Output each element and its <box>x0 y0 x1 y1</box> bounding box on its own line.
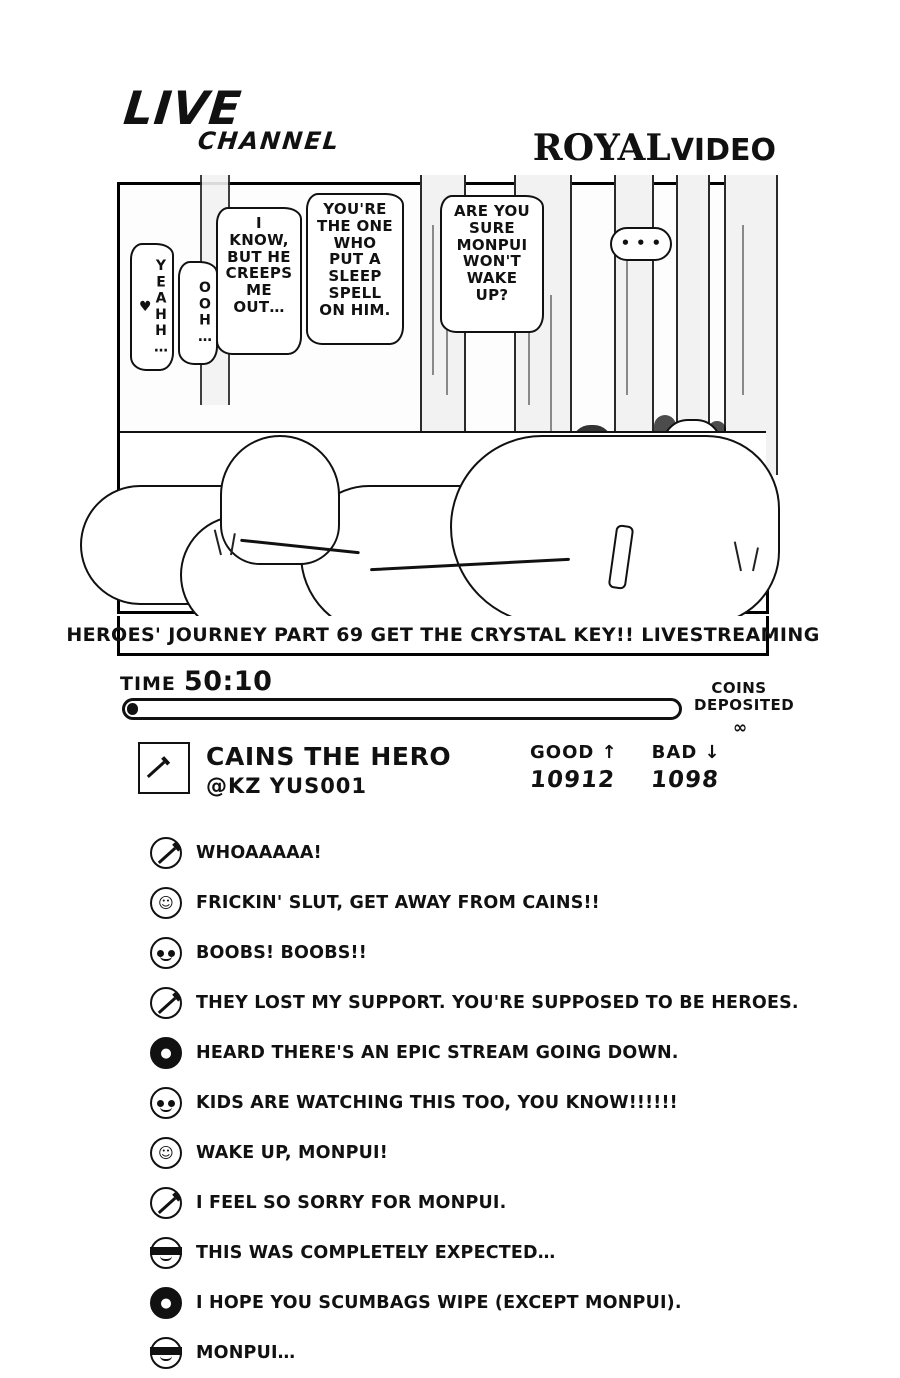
speech-balloon-yeahh <box>130 243 174 371</box>
tree-trunk <box>724 175 778 475</box>
speech-balloon-areyousure <box>440 195 544 333</box>
list-item[interactable] <box>150 1228 870 1278</box>
good-count: 10912 <box>528 767 617 793</box>
balloon-text: • • • <box>620 234 662 252</box>
balloon-text: YEAHH… ♥ <box>137 258 169 356</box>
progress-fill <box>127 703 138 715</box>
speech-balloon-sleepspell <box>306 193 404 345</box>
tree-trunk <box>614 175 654 465</box>
speech-balloon-ellipsis <box>610 227 672 261</box>
list-item[interactable] <box>150 828 870 878</box>
list-item[interactable] <box>150 1328 870 1378</box>
comment-text: THIS WAS COMPLETELY EXPECTED… <box>196 1243 556 1263</box>
bark-line <box>432 225 434 375</box>
good-label[interactable]: GOOD ↑ <box>530 742 618 763</box>
speech-balloon-ooh <box>178 261 218 365</box>
channel-avatar[interactable] <box>138 742 190 794</box>
progress-bar[interactable] <box>122 698 682 720</box>
video-player[interactable] <box>117 182 769 614</box>
video-scene <box>120 185 766 611</box>
list-item[interactable] <box>150 1278 870 1328</box>
comment-text: I FEEL SO SORRY FOR MONPUI. <box>196 1193 507 1213</box>
band-avatar-icon <box>150 1337 182 1369</box>
cat-avatar-icon: ☺ <box>150 1137 182 1169</box>
balloon-text: YOU'RE THE ONE WHO PUT A SLEEP SPELL ON HIM. <box>317 200 393 319</box>
comment-text: BOOBS! BOOBS!! <box>196 943 367 963</box>
coins-icon: ∞ <box>733 718 748 738</box>
sword-avatar-icon <box>150 987 182 1019</box>
playback-time <box>120 666 272 697</box>
hood-avatar-icon: ● <box>150 1287 182 1319</box>
list-item[interactable] <box>150 928 870 978</box>
royal-video-brand <box>533 127 776 169</box>
list-item[interactable] <box>150 1128 870 1178</box>
eyes-avatar-icon <box>150 1087 182 1119</box>
bark-line <box>626 245 628 395</box>
comment-list <box>150 828 870 1378</box>
tree-trunk <box>676 175 710 445</box>
channel-name[interactable]: CAINS THE HERO <box>206 742 452 771</box>
video-title-bar <box>66 616 820 656</box>
hood-avatar-icon: ● <box>150 1037 182 1069</box>
sword-icon <box>147 761 165 778</box>
comment-text: THEY LOST MY SUPPORT. YOU'RE SUPPOSED TO BE HEROES. <box>196 993 799 1013</box>
balloon-text: I KNOW, BUT HE CREEPS ME OUT… <box>225 214 293 316</box>
time-value: 50:10 <box>183 666 273 697</box>
brand-royal: ROYAL <box>532 127 671 169</box>
balloon-text: OOH… <box>197 280 213 346</box>
sword-avatar-icon <box>150 837 182 869</box>
coins-deposited-label <box>694 679 795 714</box>
bark-line <box>742 225 744 395</box>
list-item[interactable] <box>150 1178 870 1228</box>
coins-label-line2: DEPOSITED <box>694 695 795 714</box>
bad-label[interactable]: BAD ↓ <box>651 742 721 763</box>
bark-line <box>550 295 552 435</box>
comment-text: FRICKIN' SLUT, GET AWAY FROM CAINS!! <box>196 893 600 913</box>
brand-video: VIDEO <box>670 133 776 168</box>
cat-avatar-icon: ☺ <box>150 887 182 919</box>
comment-text: MONPUI… <box>196 1343 296 1363</box>
comment-text: KIDS ARE WATCHING THIS TOO, YOU KNOW!!!!!! <box>196 1093 678 1113</box>
channel-handle[interactable]: @KZ YUS001 <box>206 774 368 798</box>
video-title: HEROES' JOURNEY PART 69 GET THE CRYSTAL KEY!! LIVESTREAMING <box>66 623 820 646</box>
list-item[interactable] <box>150 878 870 928</box>
speech-balloon-iknow <box>216 207 302 355</box>
bad-count: 1098 <box>649 767 721 793</box>
band-avatar-icon <box>150 1237 182 1269</box>
live-logo: LIVE <box>121 81 245 135</box>
comment-text: HEARD THERE'S AN EPIC STREAM GOING DOWN. <box>196 1043 679 1063</box>
sword-avatar-icon <box>150 1187 182 1219</box>
list-item[interactable] <box>150 1028 870 1078</box>
rating-block <box>530 742 770 793</box>
comment-text: WHOAAAAA! <box>196 843 322 863</box>
balloon-text: ARE YOU SURE MONPUI WON'T WAKE UP? <box>454 202 530 304</box>
page-header <box>118 81 778 173</box>
list-item[interactable] <box>150 978 870 1028</box>
comment-text: I HOPE YOU SCUMBAGS WIPE (EXCEPT MONPUI). <box>196 1293 682 1313</box>
channel-logo: CHANNEL <box>196 127 342 155</box>
face-avatar-icon <box>150 937 182 969</box>
comment-text: WAKE UP, MONPUI! <box>196 1143 388 1163</box>
time-label: TIME <box>120 673 176 695</box>
list-item[interactable] <box>150 1078 870 1128</box>
coins-label-line1: COINS <box>711 679 767 697</box>
